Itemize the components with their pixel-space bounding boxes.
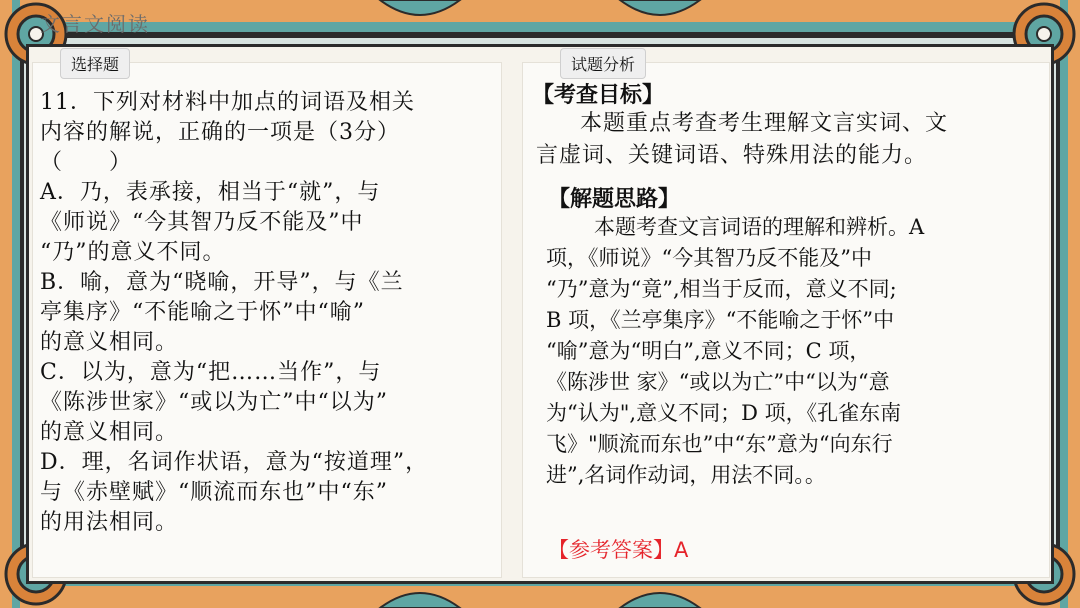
answer-line — [548, 534, 688, 564]
text-line: （ ） — [40, 150, 133, 175]
page-header-title: 文言文阅读 — [40, 12, 150, 36]
text-line: D．理，名词作状语，意为“按道理”， — [40, 450, 429, 475]
question-text — [40, 88, 498, 538]
text-line: 本题重点考查考生理解文言实词、文 — [580, 111, 949, 136]
text-line: 的意义相同。 — [40, 330, 179, 355]
text-line: 飞》"顺流而东也”中“东”意为“向东行 — [546, 432, 893, 456]
text-line: “乃”意为“竟”,相当于反而，意义不同; — [546, 277, 897, 301]
text-line: 内容的解说，正确的一项是（3分） — [40, 120, 400, 145]
text-line: C．以为，意为“把……当作”，与 — [40, 360, 382, 385]
answer-value: A — [674, 538, 689, 562]
text-line: “喻”意为“明白”,意义不同；C 项， — [546, 339, 871, 363]
text-line: 本题考查文言词语的理解和辨析。A — [594, 215, 925, 239]
question-type-tag: 选择题 — [60, 48, 130, 79]
section-approach-title: 【解题思路】 — [548, 187, 681, 212]
text-line: 11．下列对材料中加点的词语及相关 — [40, 90, 415, 115]
analysis-tag: 试题分析 — [560, 48, 646, 79]
text-line: 《陈涉世 家》“或以为亡”中“以为“意 — [546, 370, 890, 394]
text-line: 进”,名词作动词，用法不同。。 — [546, 463, 826, 487]
text-line: 言虚词、关键词语、特殊用法的能力。 — [536, 143, 928, 168]
text-line: 的用法相同。 — [40, 510, 179, 535]
section-approach-body — [546, 212, 1051, 491]
answer-label: 【参考答案】 — [548, 538, 674, 562]
text-line: 与《赤壁赋》“顺流而东也”中“东” — [40, 480, 388, 505]
text-line: 《陈涉世家》“或以为亡”中“以为” — [40, 390, 388, 415]
text-line: 《师说》“今其智乃反不能及”中 — [40, 210, 364, 235]
text-line: 项，《师说》“今其智乃反不能及”中 — [546, 246, 872, 270]
text-line: 为“认为",意义不同；D 项，《孔雀东南 — [546, 401, 902, 425]
section-objective-body — [536, 108, 1036, 172]
section-objective-title: 【考查目标】 — [532, 83, 665, 108]
text-line: 亭集序》“不能喻之于怀”中“喻” — [40, 300, 365, 325]
text-line: B 项，《兰亭集序》“不能喻之于怀”中 — [546, 308, 895, 332]
text-line: B．喻，意为“晓喻，开导”，与《兰 — [40, 270, 404, 295]
text-line: 的意义相同。 — [40, 420, 179, 445]
text-line: A．乃，表承接，相当于“就”，与 — [40, 180, 381, 205]
text-line: “乃”的意义不同。 — [40, 240, 226, 265]
